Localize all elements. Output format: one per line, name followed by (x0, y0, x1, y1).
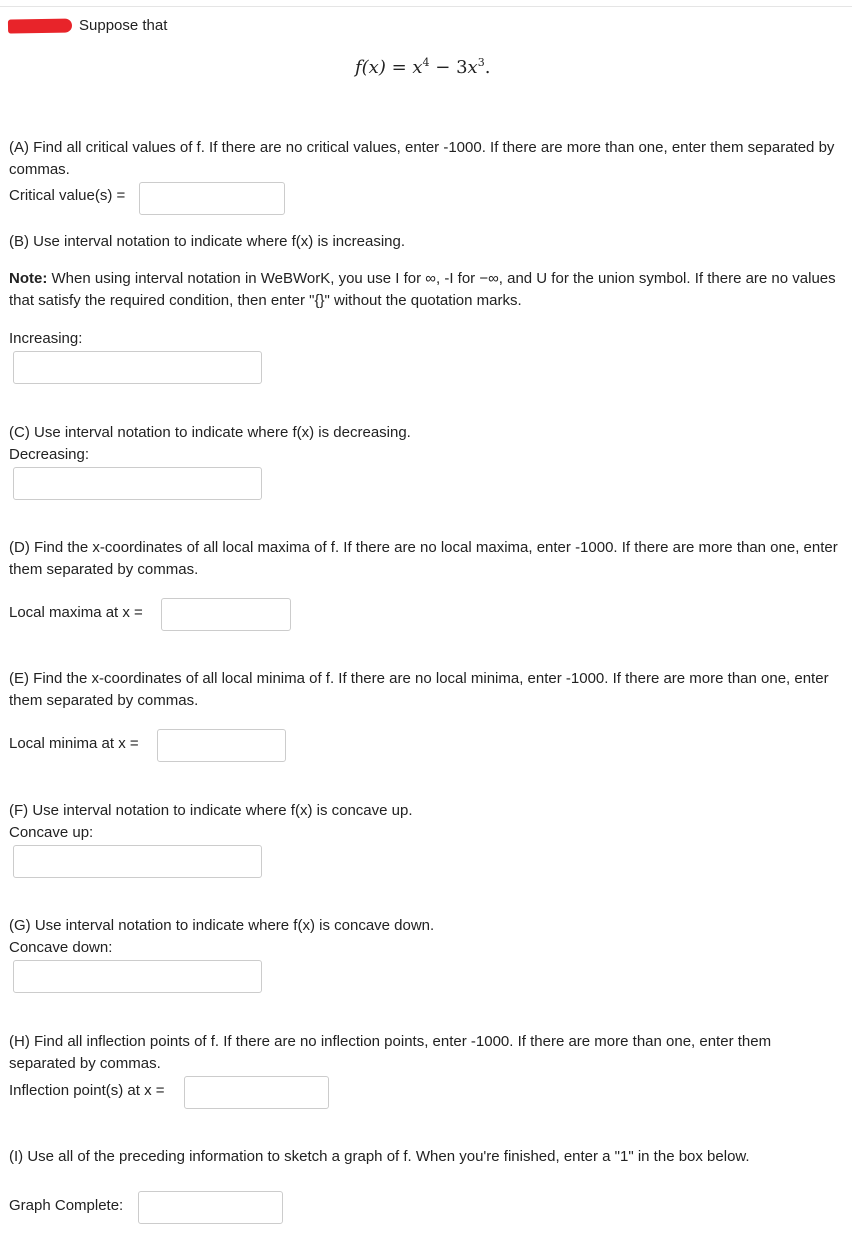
local-maxima-label: Local maxima at x = (9, 604, 143, 621)
interval-notation-note: Note: When using interval notation in WeBWorK, you use I for ∞, -I for −∞, and U for the union symbol. If there are no values that satisfy the required condition, then enter "{}" without the quotation marks. (9, 270, 836, 309)
concave-down-label: Concave down: (9, 939, 113, 956)
local-minima-label: Local minima at x = (9, 735, 139, 752)
function-formula: $f(x) = x^4 - 3x^3$. (355, 56, 491, 78)
intro-text: Suppose that (79, 17, 168, 34)
critical-values-label: Critical value(s) = (9, 187, 126, 204)
graph-complete-label: Graph Complete: (9, 1197, 124, 1214)
local-minima-input[interactable] (157, 729, 286, 762)
concave-down-input[interactable] (13, 960, 262, 993)
part-b-question: (B) Use interval notation to indicate where f(x) is increasing. (9, 233, 406, 250)
concave-up-label: Concave up: (9, 824, 94, 841)
increasing-label: Increasing: (9, 330, 83, 347)
part-i-question: (I) Use all of the preceding information to sketch a graph of f. When you're finished, enter a "1" in the box below. (9, 1148, 750, 1165)
part-a-question: (A) Find all critical values of f. If there are no critical values, enter -1000. If there are more than one, enter them separated by commas. (9, 139, 835, 178)
part-c-question: (C) Use interval notation to indicate where f(x) is decreasing. (9, 424, 411, 441)
decreasing-input[interactable] (13, 467, 262, 500)
top-divider (0, 6, 852, 7)
concave-up-input[interactable] (13, 845, 262, 878)
part-g-question: (G) Use interval notation to indicate where f(x) is concave down. (9, 917, 435, 934)
redaction-mark (8, 18, 72, 33)
local-maxima-input[interactable] (161, 598, 291, 631)
inflection-points-input[interactable] (184, 1076, 329, 1109)
decreasing-label: Decreasing: (9, 446, 90, 463)
critical-values-input[interactable] (139, 182, 285, 215)
inflection-points-label: Inflection point(s) at x = (9, 1082, 165, 1099)
part-h-question: (H) Find all inflection points of f. If there are no inflection points, enter -1000. If there are more than one, enter them separated by commas. (9, 1033, 772, 1072)
part-d-question: (D) Find the x-coordinates of all local maxima of f. If there are no local maxima, enter -1000. If there are more than one, enter them separated by commas. (9, 539, 838, 578)
part-e-question: (E) Find the x-coordinates of all local minima of f. If there are no local minima, enter -1000. If there are more than one, enter them separated by commas. (9, 670, 829, 709)
graph-complete-input[interactable] (138, 1191, 283, 1224)
increasing-input[interactable] (13, 351, 262, 384)
part-f-question: (F) Use interval notation to indicate where f(x) is concave up. (9, 802, 413, 819)
